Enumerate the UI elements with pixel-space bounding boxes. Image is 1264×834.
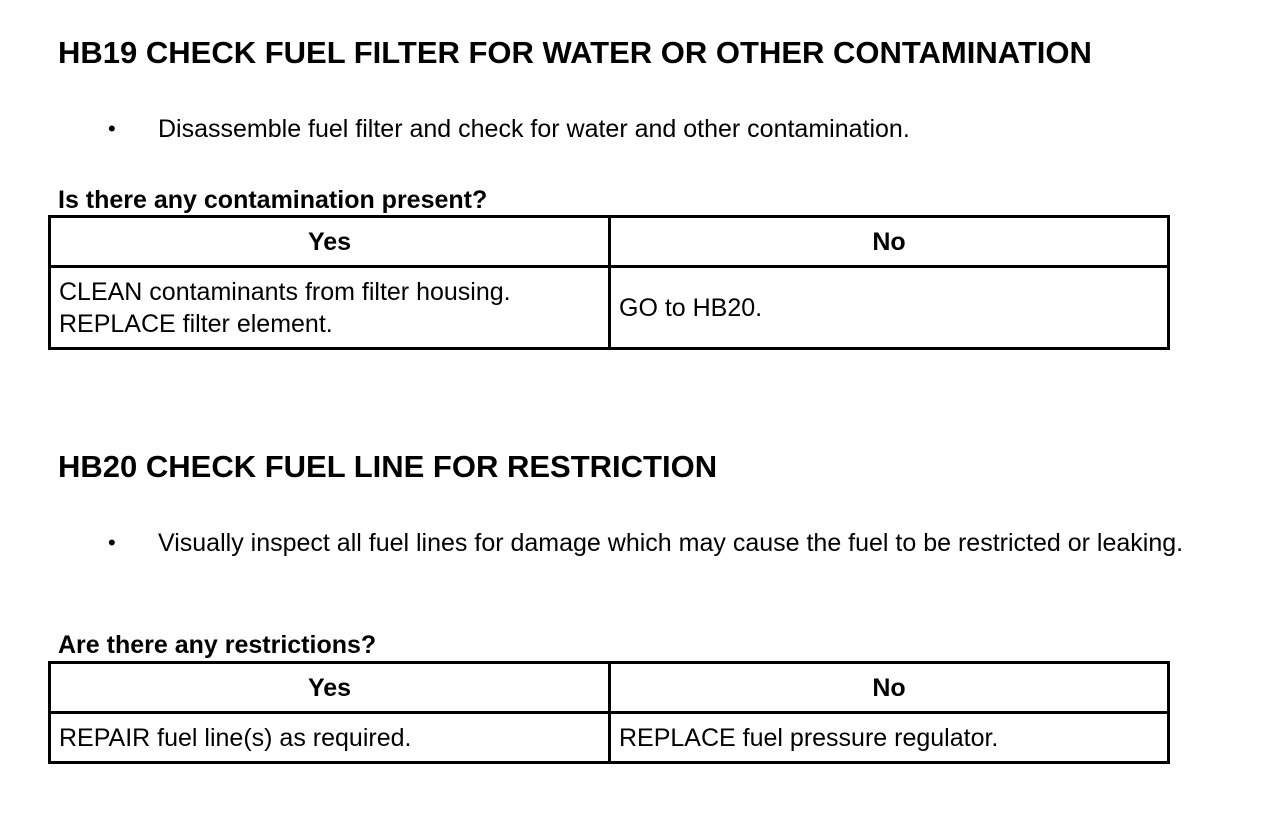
no-header: No bbox=[610, 663, 1169, 713]
yes-header: Yes bbox=[50, 663, 610, 713]
yes-cell: REPAIR fuel line(s) as required. bbox=[50, 713, 610, 763]
bullet-dot-icon: • bbox=[108, 116, 116, 141]
no-cell: REPLACE fuel pressure regulator. bbox=[610, 713, 1169, 763]
yes-action-line: CLEAN contaminants from filter housing. bbox=[59, 277, 511, 306]
table-header-row bbox=[50, 663, 1169, 713]
yes-cell bbox=[50, 267, 610, 349]
yes-action-line: REPLACE filter element. bbox=[59, 309, 333, 338]
yes-header: Yes bbox=[50, 217, 610, 267]
bullet-item-hb20 bbox=[108, 527, 1208, 559]
bullet-dot-icon: • bbox=[108, 530, 116, 555]
section-heading-hb19: HB19 CHECK FUEL FILTER FOR WATER OR OTHER CONTAMINATION bbox=[58, 35, 1092, 70]
bullet-text: Disassemble fuel filter and check for water and other contamination. bbox=[158, 115, 910, 143]
decision-table-hb20 bbox=[48, 661, 1170, 764]
no-header: No bbox=[610, 217, 1169, 267]
bullet-item-hb19 bbox=[108, 113, 1208, 145]
table-row bbox=[50, 713, 1169, 763]
question-hb19: Is there any contamination present? bbox=[58, 186, 488, 214]
decision-table-hb19 bbox=[48, 215, 1170, 350]
no-cell: GO to HB20. bbox=[610, 267, 1169, 349]
section-heading-hb20: HB20 CHECK FUEL LINE FOR RESTRICTION bbox=[58, 449, 718, 484]
question-hb20: Are there any restrictions? bbox=[58, 631, 377, 659]
table-header-row bbox=[50, 217, 1169, 267]
table-row bbox=[50, 267, 1169, 349]
bullet-text: Visually inspect all fuel lines for damage which may cause the fuel to be restricted or leaking. bbox=[158, 529, 1184, 557]
